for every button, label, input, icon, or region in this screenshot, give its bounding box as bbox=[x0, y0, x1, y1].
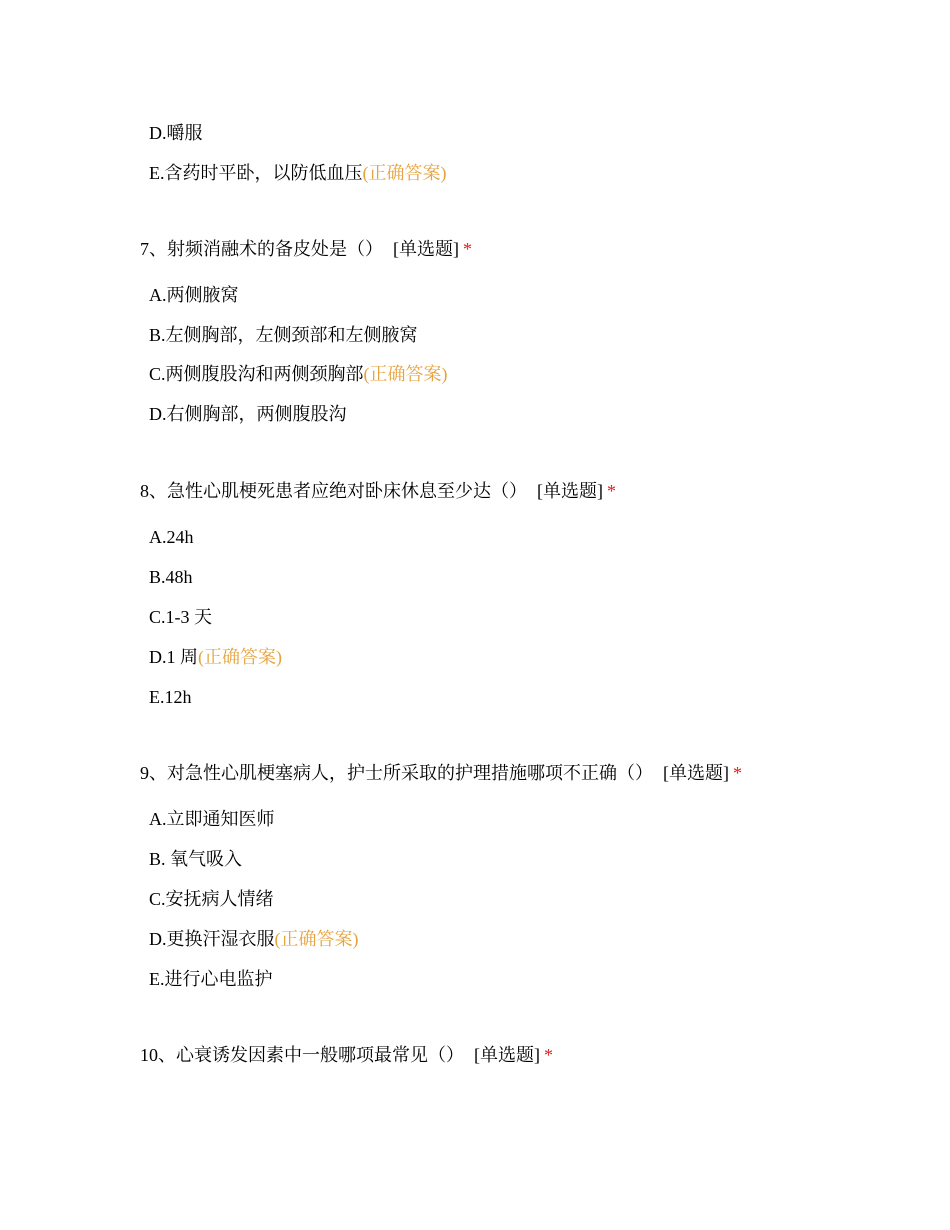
option-text: A.24h bbox=[149, 527, 194, 547]
option-text: E.12h bbox=[149, 687, 192, 707]
q8-option-d bbox=[149, 645, 282, 669]
option-text: C.安抚病人情绪 bbox=[149, 889, 274, 909]
q10-title bbox=[140, 1043, 553, 1067]
option-text: C.1-3 天 bbox=[149, 607, 212, 627]
option-text: C.两侧腹股沟和两侧颈胸部 bbox=[149, 364, 364, 384]
correct-answer-tag: (正确答案) bbox=[363, 364, 448, 384]
q8-option-c bbox=[149, 605, 212, 629]
required-mark: * bbox=[607, 481, 616, 501]
q6-option-e bbox=[149, 161, 447, 185]
option-text: D.更换汗湿衣服 bbox=[149, 929, 275, 949]
option-text: D.1 周 bbox=[149, 647, 198, 667]
q7-option-c bbox=[149, 362, 448, 386]
q9-option-e bbox=[149, 967, 273, 991]
option-text: E.进行心电监护 bbox=[149, 969, 273, 989]
q7-title bbox=[140, 237, 472, 261]
question-text: 10、心衰诱发因素中一般哪项最常见（） bbox=[140, 1045, 464, 1065]
option-text: A.两侧腋窝 bbox=[149, 285, 239, 305]
q7-option-a bbox=[149, 283, 239, 307]
question-type: [单选题] bbox=[393, 239, 459, 259]
q9-option-b bbox=[149, 847, 242, 871]
option-text: B. 氧气吸入 bbox=[149, 849, 243, 869]
required-mark: * bbox=[733, 763, 742, 783]
question-text: 7、射频消融术的备皮处是（） bbox=[140, 239, 383, 259]
q8-option-b bbox=[149, 565, 193, 589]
question-type: [单选题] bbox=[474, 1045, 540, 1065]
option-text: D.嚼服 bbox=[149, 123, 203, 143]
q8-title bbox=[140, 479, 616, 503]
q7-option-b bbox=[149, 323, 418, 347]
q9-option-c bbox=[149, 887, 274, 911]
q6-option-d bbox=[149, 121, 203, 145]
question-text: 9、对急性心肌梗塞病人，护士所采取的护理措施哪项不正确（） bbox=[140, 763, 653, 783]
required-mark: * bbox=[463, 239, 472, 259]
correct-answer-tag: (正确答案) bbox=[274, 929, 359, 949]
option-text: E.含药时平卧，以防低血压 bbox=[149, 163, 363, 183]
q8-option-a bbox=[149, 525, 194, 549]
option-text: D.右侧胸部，两侧腹股沟 bbox=[149, 404, 347, 424]
question-type: [单选题] bbox=[537, 481, 603, 501]
option-text: A.立即通知医师 bbox=[149, 809, 275, 829]
question-text: 8、急性心肌梗死患者应绝对卧床休息至少达（） bbox=[140, 481, 527, 501]
correct-answer-tag: (正确答案) bbox=[198, 647, 282, 667]
q9-option-d bbox=[149, 927, 359, 951]
q7-option-d bbox=[149, 402, 347, 426]
question-type: [单选题] bbox=[663, 763, 729, 783]
correct-answer-tag: (正确答案) bbox=[362, 163, 447, 183]
option-text: B.左侧胸部，左侧颈部和左侧腋窝 bbox=[149, 325, 418, 345]
q9-title bbox=[140, 761, 742, 785]
required-mark: * bbox=[544, 1045, 553, 1065]
q9-option-a bbox=[149, 807, 275, 831]
q8-option-e bbox=[149, 685, 192, 709]
option-text: B.48h bbox=[149, 567, 193, 587]
